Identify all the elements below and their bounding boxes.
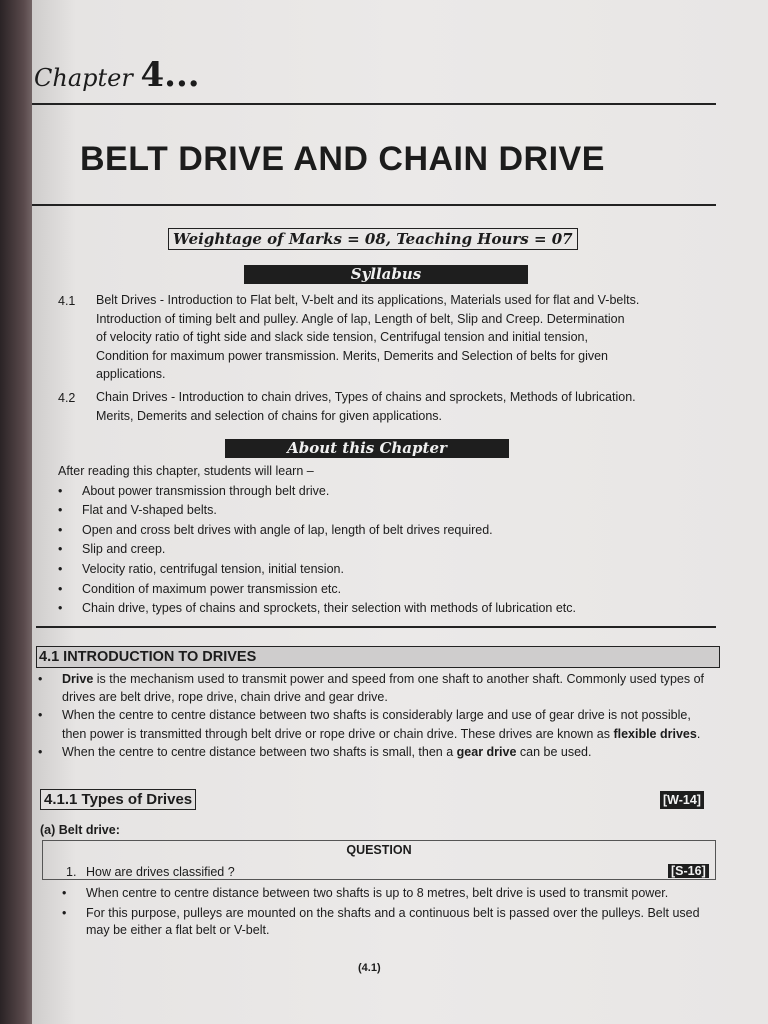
intro-bullet: • When the centre to centre distance between two shafts is considerably large and use of gear drive is not possible, then power is transmitted through belt drive or rope drive or chain drive. These drives are known as flexible drives. bbox=[38, 706, 718, 742]
belt-point: • For this purpose, pulleys are mounted on the shafts and a continuous belt is passed over the pulleys. Belt used may be either a flat belt or V-belt. bbox=[62, 905, 718, 940]
about-bullet: • About power transmission through belt drive. bbox=[58, 482, 718, 502]
exam-tag-s16: [S-16] bbox=[668, 864, 709, 878]
book-page bbox=[32, 0, 768, 1024]
about-bullet: • Velocity ratio, centrifugal tension, initial tension. bbox=[58, 560, 718, 580]
chapter-rule bbox=[32, 103, 716, 105]
syllabus-item-1: Belt Drives - Introduction to Flat belt, V-belt and its applications, Materials used for flat and V-belts. Introduction of timing belt and pulley. Angle of lap, Length of belt, Slip and Creep. Determination of velocity ratio of tight side and slack side tension, Centrifugal tension and initial tension, Condition for maximum power transmission. Merits, Demerits and Selection of belts for given applications. bbox=[96, 293, 640, 381]
section-heading-4-1: 4.1 INTRODUCTION TO DRIVES bbox=[36, 646, 720, 668]
weightage-box: Weightage of Marks = 08, Teaching Hours = 07 bbox=[168, 228, 578, 250]
title-rule bbox=[32, 204, 716, 206]
exam-tag-w14: [W-14] bbox=[660, 791, 704, 809]
intro-bullet: • Drive is the mechanism used to transmit power and speed from one shaft to another shaft. Commonly used types of drives are belt drive, rope drive, chain drive and gear drive. bbox=[38, 670, 718, 706]
intro-bullet: • When the centre to centre distance between two shafts is small, then a gear drive can be used. bbox=[38, 743, 718, 761]
about-rule bbox=[36, 626, 716, 628]
intro-bullets bbox=[38, 670, 718, 761]
belt-drive-label: (a) Belt drive: bbox=[40, 823, 120, 837]
subsection-heading-4-1-1: 4.1.1 Types of Drives bbox=[40, 789, 196, 810]
about-heading: About this Chapter bbox=[225, 439, 509, 458]
about-bullet: • Chain drive, types of chains and sprockets, their selection with methods of lubrication etc. bbox=[58, 599, 718, 619]
about-bullet: • Open and cross belt drives with angle of lap, length of belt drives required. bbox=[58, 521, 718, 541]
about-list bbox=[58, 462, 718, 619]
syllabus-item-2: Chain Drives - Introduction to chain drives, Types of chains and sprockets, Methods of lubrication. Merits, Demerits and selection of chains for given applications. bbox=[96, 390, 636, 423]
page-number: (4.1) bbox=[358, 962, 381, 974]
chapter-title: BELT DRIVE AND CHAIN DRIVE bbox=[80, 140, 605, 178]
about-intro: After reading this chapter, students will learn – bbox=[58, 464, 314, 478]
about-bullet: • Condition of maximum power transmission etc. bbox=[58, 580, 718, 600]
chapter-label: Chapter 4... bbox=[34, 55, 200, 95]
about-bullet: • Slip and creep. bbox=[58, 540, 718, 560]
syllabus-heading: Syllabus bbox=[244, 265, 528, 284]
about-bullet: • Flat and V-shaped belts. bbox=[58, 501, 718, 521]
question-heading: QUESTION bbox=[346, 843, 412, 857]
belt-point: • When centre to centre distance between two shafts is up to 8 metres, belt drive is used to transmit power. bbox=[62, 885, 718, 903]
question-text: How are drives classified ? bbox=[86, 865, 235, 879]
syllabus-num-1: 4.1 bbox=[58, 294, 76, 308]
belt-points bbox=[62, 885, 718, 940]
chapter-number: 4... bbox=[140, 55, 200, 95]
question-num: 1. bbox=[66, 865, 77, 879]
syllabus-num-2: 4.2 bbox=[58, 391, 76, 405]
